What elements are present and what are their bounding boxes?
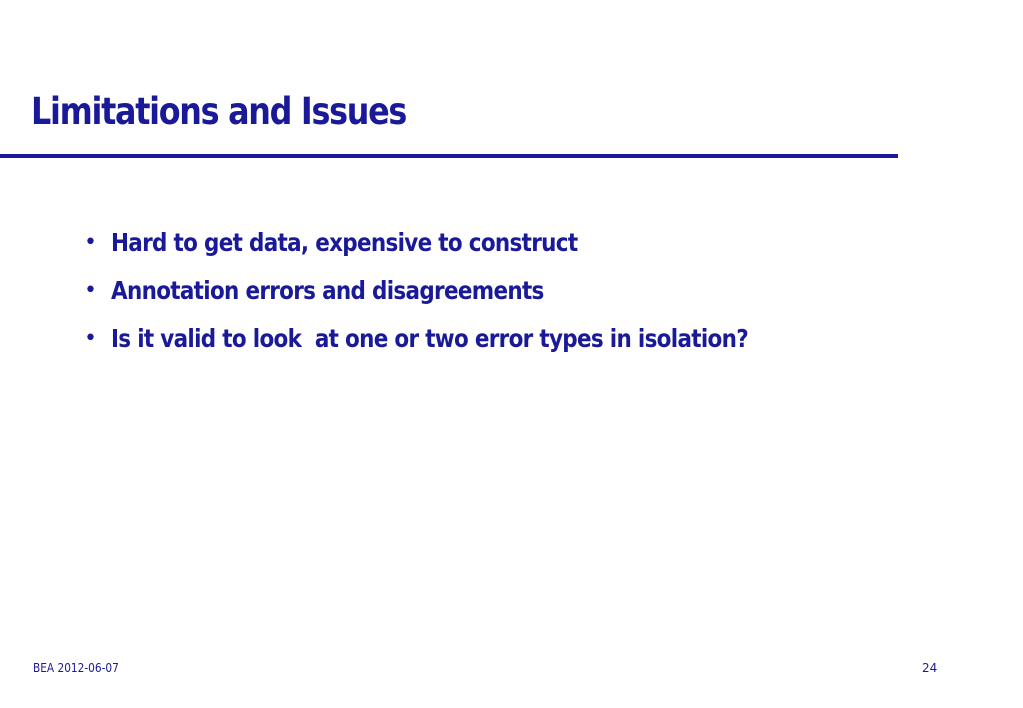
footer-event-date: BEA 2012-06-07 — [33, 661, 119, 675]
bullet-text: Annotation errors and disagreements — [111, 275, 544, 305]
bullet-text: Hard to get data, expensive to construct — [111, 227, 578, 257]
bullet-item — [84, 218, 852, 266]
bullet-marker: • — [84, 277, 97, 303]
bullet-item — [84, 314, 852, 362]
bullet-marker: • — [84, 229, 97, 255]
bullet-text: Is it valid to look at one or two error types in isolation? — [111, 323, 749, 353]
bullet-marker: • — [84, 325, 97, 351]
title-underline — [0, 154, 898, 158]
bullet-item — [84, 266, 852, 314]
slide-title: Limitations and Issues — [31, 90, 407, 133]
page-number: 24 — [922, 661, 938, 675]
bullet-list — [84, 218, 852, 362]
